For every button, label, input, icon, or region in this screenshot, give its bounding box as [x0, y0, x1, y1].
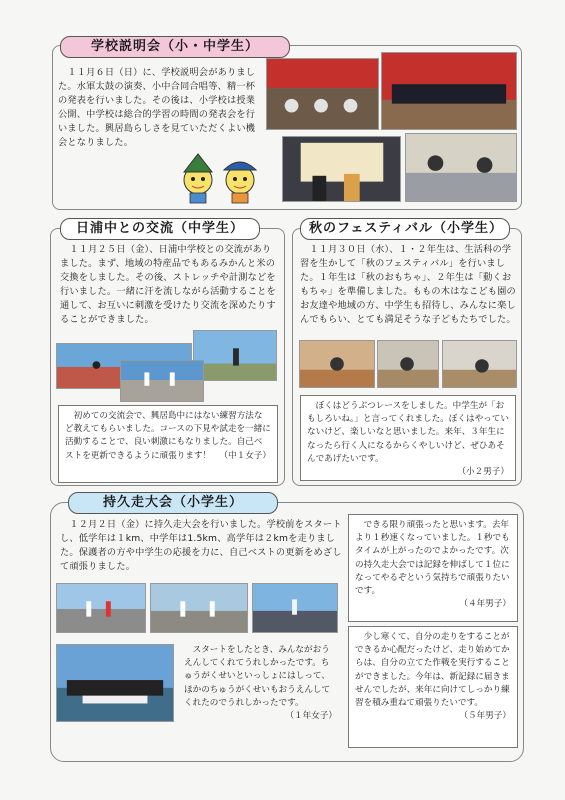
autumn-festival-text: １１月３０日（水）、１・２年生は、生活科の学習を生かして「秋のフェスティバル」を行いました。１年生は「秋のおもちゃ」、２年生は「動くおもちゃ」を準備しました。ももの木はなこども園のお友達や地域の方、中学生も招待し、みんなに楽しんでもらい、とても満足そうな子どもたちでした。 — [300, 244, 516, 325]
festival-photo-1 — [299, 340, 375, 388]
endurance-run-text: １２月２日（金）に持久走大会を行いました。学校前をスタートし、低学年は１km、中学年は1.5km、高学年は２kmを走りました。保護者の方や中学生の応援を力に、自己ベストの更新をめざして頑張りました。 — [60, 519, 342, 572]
track-exchange-photo-3 — [120, 360, 204, 402]
endurance-run-quote-grade4 — [348, 514, 518, 622]
taiko-performance-photo — [266, 58, 379, 130]
section-title-hiura-exchange: 日浦中との交流（中学生） — [60, 218, 260, 240]
endurance-run-group-photo — [56, 644, 174, 722]
festival-photo-3 — [442, 340, 517, 388]
quote-grade4-author: （４年男子） — [459, 599, 511, 610]
quote-grade5-text: 少し寒くて、自分の走りをすることができるか心配だったけど、走り始めてからは、自分の立てた作戦を実行することができました。今年は、新記録に届きませんでしたが、来年に向けてしっかり練習を積み重ねて頑張りたいです。 — [355, 632, 510, 709]
quote-grade1-text: スタートをしたとき、みんながおうえんしてくれてうれしかったです。ちゅうがくせいといっしょにはしって、ほかのちゅうがくせいもおうえんしてくれたのでうれしかったです。 — [184, 645, 331, 708]
endurance-run-photo-1 — [56, 583, 146, 633]
festival-quote-author: （小２男子） — [457, 467, 509, 478]
festival-quote-text: ぼくはどうぶつレースをしました。中学生が「おもしろいね。」と言ってくれました。ぼくはやっていないけど、楽しいなと思いました。来年、３年生になったら行く人になるからくやしいけど、ぜひあそんであげたいです。 — [307, 401, 509, 464]
endurance-run-quote-grade1 — [178, 640, 343, 742]
quote-grade5-author: （５年男子） — [459, 711, 511, 722]
classroom-photo — [405, 133, 517, 202]
autumn-festival-quote — [300, 395, 516, 481]
endurance-run-quote-grade5 — [348, 626, 518, 748]
section-title-autumn-festival: 秋のフェスティバル（小学生） — [300, 218, 510, 240]
mascot-characters-image — [178, 150, 264, 204]
hiura-exchange-quote — [58, 405, 278, 483]
quote-grade4-text: できる限り頑張ったと思います。去年より１秒速くなっていました。１秒でもタイムが上がったのでよかったです。次の持久走大会では記録を伸ばして１位になってやるぞという気持ちで頑張りたいです。 — [355, 520, 510, 597]
endurance-run-photo-2 — [150, 583, 248, 633]
quote-grade1-author: （１年女子） — [285, 711, 337, 722]
hiura-quote-text: 初めての交流会で、興居島中にはない練習方法など教えてもらいました。コースの下見や試走を一緒に活動することで、良い刺激にもなりました。自己ベストを更新できるように頑張ります！ — [65, 411, 271, 461]
presentation-photo — [282, 136, 401, 202]
chorus-photo — [381, 52, 517, 130]
hiura-exchange-text: １１月２５日（金）、日浦中学校との交流がありました。まず、地域の特産品でもあるみかんと米の交換をしました。その後、ストレッチや計測などを行いました。一緒に汗を流しながら活動することを通して、お互いに刺激を受けたり交流を深めたりすることができました。 — [60, 244, 276, 325]
festival-photo-2 — [377, 340, 439, 388]
hiura-quote-author: （中１女子） — [219, 450, 271, 461]
endurance-run-photo-3 — [252, 583, 338, 633]
section-title-school-briefing: 学校説明会（小・中学生） — [60, 36, 290, 58]
school-briefing-text: １１月６日（日）に、学校説明会がありました。水軍太鼓の演奏、小中合同合唱等、精一杯の発表を行いました。その後は、小学校は授業公開、中学校は総合的学習の時間の発表会を行いました。興居島らしさを見ていただくよい機会となりました。 — [58, 67, 256, 148]
section-title-endurance-run: 持久走大会（小学生） — [68, 492, 278, 514]
track-exchange-photo-2 — [193, 330, 277, 381]
